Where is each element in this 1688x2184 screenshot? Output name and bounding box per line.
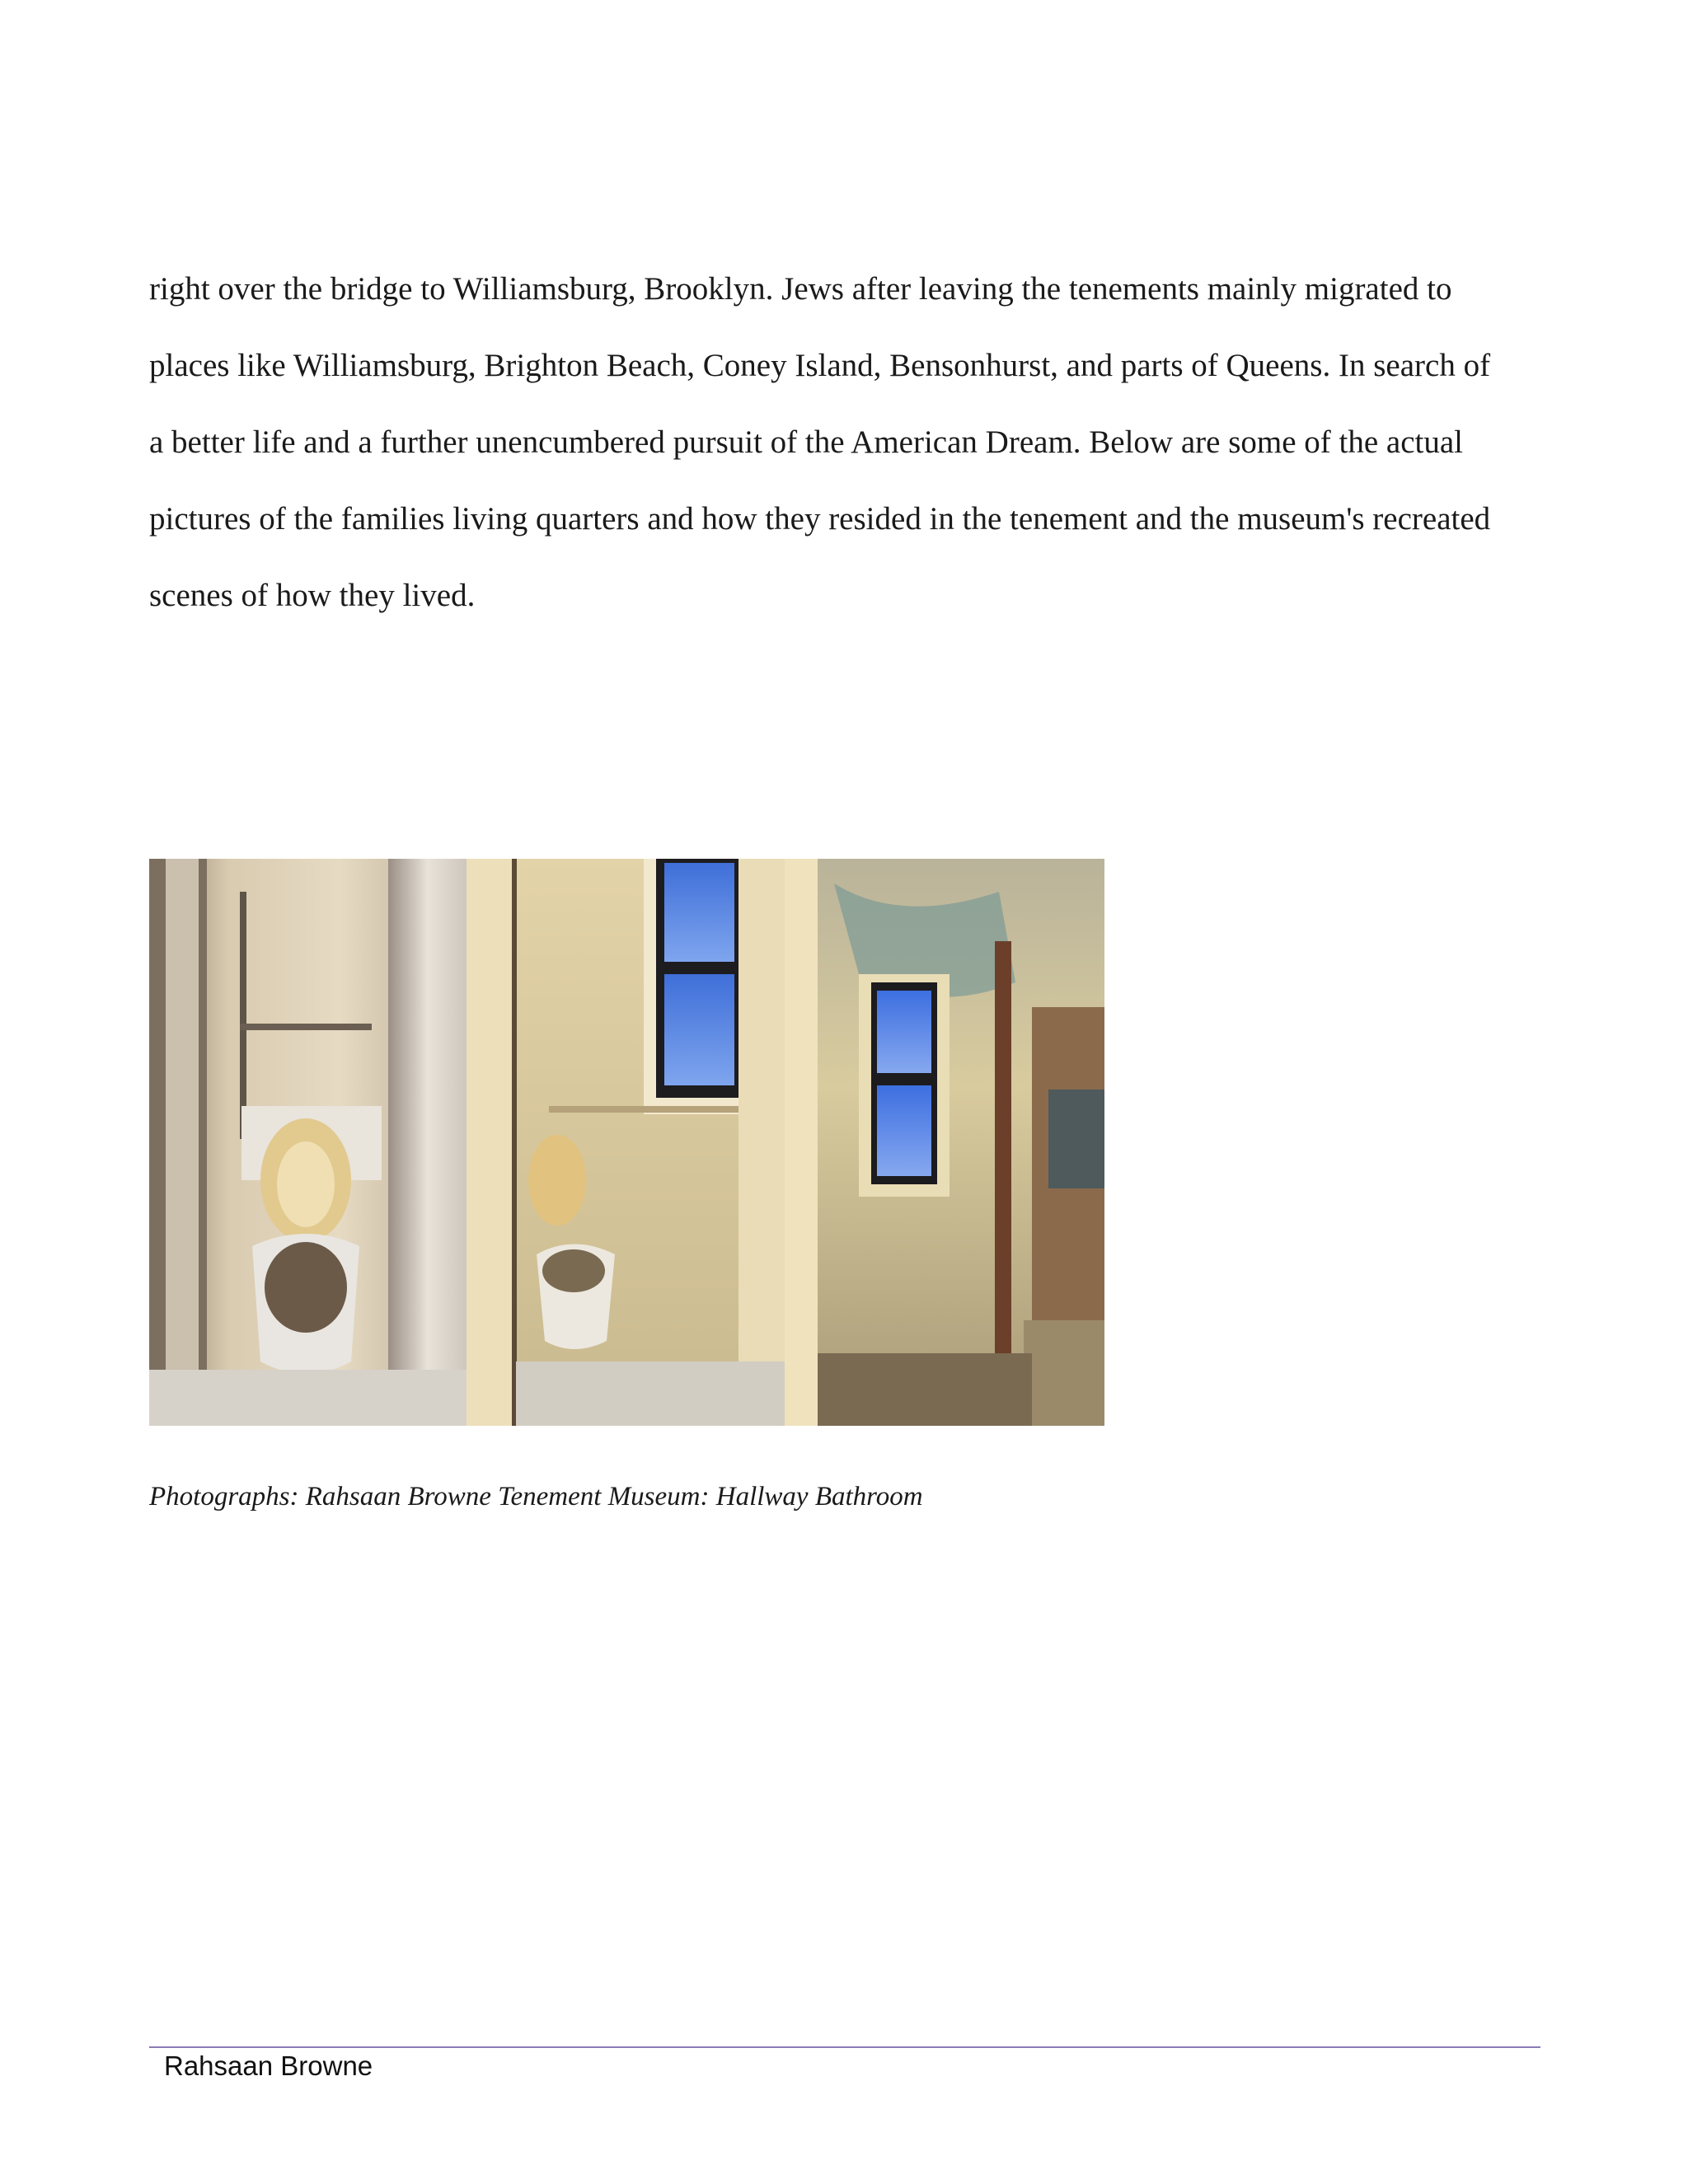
paragraph-line: scenes of how they lived. [149,578,476,613]
footer-divider [149,2046,1540,2048]
bathroom-toilet-window-photo [467,859,785,1426]
paragraph-line: pictures of the families living quarters and how they resided in the tenement and the museum's recreated [149,501,1491,537]
paragraph-line: right over the bridge to Williamsburg, Brooklyn. Jews after leaving the tenements mainly migrated to [149,271,1452,307]
bathroom-photo-figure [149,859,1104,1426]
body-paragraph [149,251,1550,634]
figure-caption: Photographs: Rahsaan Browne Tenement Museum: Hallway Bathroom [149,1482,923,1511]
paragraph-line: places like Williamsburg, Brighton Beach, Coney Island, Bensonhurst, and parts of Queens. In search of [149,348,1491,383]
bathroom-window-peeling-wall-photo [785,859,1104,1426]
footer-author: Rahsaan Browne [164,2050,373,2081]
paragraph-line: a better life and a further unencumbered pursuit of the American Dream. Below are some of the actual [149,424,1464,460]
bathroom-toilet-closeup-photo [149,859,467,1426]
